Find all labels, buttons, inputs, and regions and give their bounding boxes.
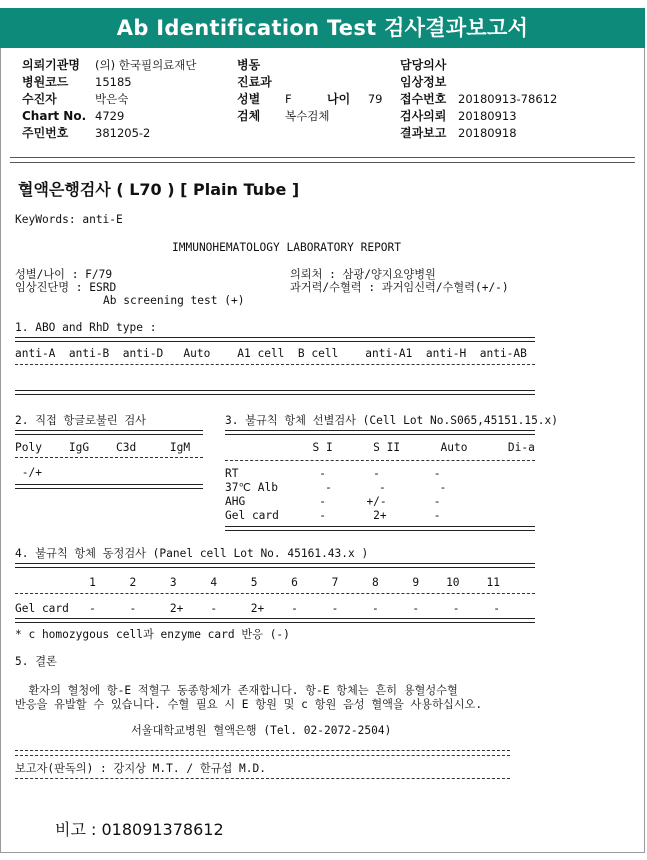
value: 4729 <box>95 109 125 123</box>
label: 의뢰기관명 <box>22 58 80 72</box>
sex-age: 성별/나이 : F/79 <box>15 268 113 281</box>
value: 20180913 <box>458 109 517 123</box>
s1-title: 1. ABO and RhD type : <box>15 321 157 334</box>
s3-row-ahg: AHG - +/- - <box>225 495 441 508</box>
double-rule <box>15 337 535 342</box>
dash-rule <box>15 750 510 751</box>
history: 과거력/수혈력 : 과거임신력/수혈력(+/-) <box>290 281 509 294</box>
label: 병원코드 <box>22 75 69 89</box>
value: 381205-2 <box>95 126 151 140</box>
label: 성별 <box>237 92 261 106</box>
divider <box>10 157 635 158</box>
test-title: 혈액은행검사 ( L70 ) [ Plain Tube ] <box>18 180 300 199</box>
label: 수진자 <box>22 92 57 106</box>
s5-line1: 환자의 혈청에 항-E 적혈구 동종항체가 존재합니다. 항-E 항체는 흔히 용혈성수혈 <box>15 684 458 697</box>
dash-rule <box>15 755 510 756</box>
double-rule <box>15 430 203 435</box>
double-rule <box>225 526 535 531</box>
report-title-bar <box>0 8 645 48</box>
info-val1 <box>95 57 197 142</box>
value: 20180918 <box>458 126 517 140</box>
value: 79 <box>367 92 383 106</box>
hospital: 서울대학교병원 혈액은행 (Tel. 02-2072-2504) <box>131 724 392 737</box>
dash-rule <box>15 593 535 594</box>
dash-rule <box>15 457 203 458</box>
s4-note: * c homozygous cell과 enzyme card 반응 (-) <box>15 628 290 641</box>
label: 접수번호 <box>400 92 447 106</box>
s3-row-alb: 37℃ Alb - - - <box>225 481 447 494</box>
s5-line2: 반응을 유발할 수 있습니다. 수혈 필요 시 E 항원 및 c 항원 음성 혈액을 사용하십시오. <box>15 698 483 711</box>
s4-title: 4. 불규칙 항체 동정검사 (Panel cell Lot No. 45161.43.x ) <box>15 547 369 560</box>
lab-title: IMMUNOHEMATOLOGY LABORATORY REPORT <box>172 241 402 254</box>
clinical-dx: 임상진단명 : ESRD <box>15 281 117 294</box>
double-rule <box>15 618 535 623</box>
value: 15185 <box>95 75 132 89</box>
s4-row: Gel card - - 2+ - 2+ - - - - - - <box>15 602 500 615</box>
label: 주민번호 <box>22 126 69 140</box>
label: Chart No. <box>22 109 87 123</box>
requester: 의뢰처 : 삼광/양지요양병원 <box>290 268 436 281</box>
info-col3 <box>400 57 446 142</box>
label: 담당의사 <box>400 58 447 72</box>
value: (의) 한국필의료재단 <box>95 58 197 72</box>
double-rule <box>15 484 203 489</box>
reporter: 보고자(판독의) : 강지상 M.T. / 한규섭 M.D. <box>15 762 266 775</box>
dash-rule <box>15 778 510 779</box>
info-col1 <box>22 57 86 142</box>
report-title: Ab Identification Test 검사결과보고서 <box>116 16 529 40</box>
label: 결과보고 <box>400 126 447 140</box>
s2-title: 2. 직접 항글로불린 검사 <box>15 414 146 427</box>
s3-title: 3. 불규칙 항체 선별검사 (Cell Lot No.S065,45151.15.x) <box>225 414 559 427</box>
s2-header: Poly IgG C3d IgM <box>15 441 191 454</box>
value: 박은숙 <box>95 92 129 106</box>
label: 진료과 <box>237 75 272 89</box>
value: 20180913-78612 <box>458 92 558 106</box>
s3-row-rt: RT - - - <box>225 467 441 480</box>
label: 검체 <box>237 109 261 123</box>
keywords: KeyWords: anti-E <box>15 213 123 226</box>
info-age <box>327 91 382 108</box>
info-col2 <box>237 57 272 125</box>
remarks: 비고 : 018091378612 <box>55 820 224 839</box>
label: 검사의뢰 <box>400 109 447 123</box>
s2-values: -/+ <box>15 466 42 479</box>
screen-result: Ab screening test (+) <box>103 294 245 307</box>
value: F <box>285 92 292 106</box>
s5-title: 5. 결론 <box>15 655 57 668</box>
value: 복수검체 <box>285 109 330 123</box>
info-val3 <box>458 91 557 142</box>
double-rule <box>225 430 535 435</box>
divider <box>10 162 635 163</box>
dash-rule <box>225 460 535 461</box>
s3-header: S I S II Auto Di-a <box>225 441 535 454</box>
double-rule <box>15 563 535 568</box>
label: 임상정보 <box>400 75 447 89</box>
label: 나이 <box>327 92 351 106</box>
dash-rule <box>15 364 535 365</box>
s1-header: anti-A anti-B anti-D Auto A1 cell B cell anti-A1 anti-H anti-AB <box>15 347 527 360</box>
info-val2 <box>285 91 329 125</box>
s3-row-gel: Gel card - 2+ - <box>225 509 441 522</box>
s4-header: 1 2 3 4 5 6 7 8 9 10 11 <box>15 576 500 589</box>
double-rule <box>15 390 535 395</box>
label: 병동 <box>237 58 261 72</box>
